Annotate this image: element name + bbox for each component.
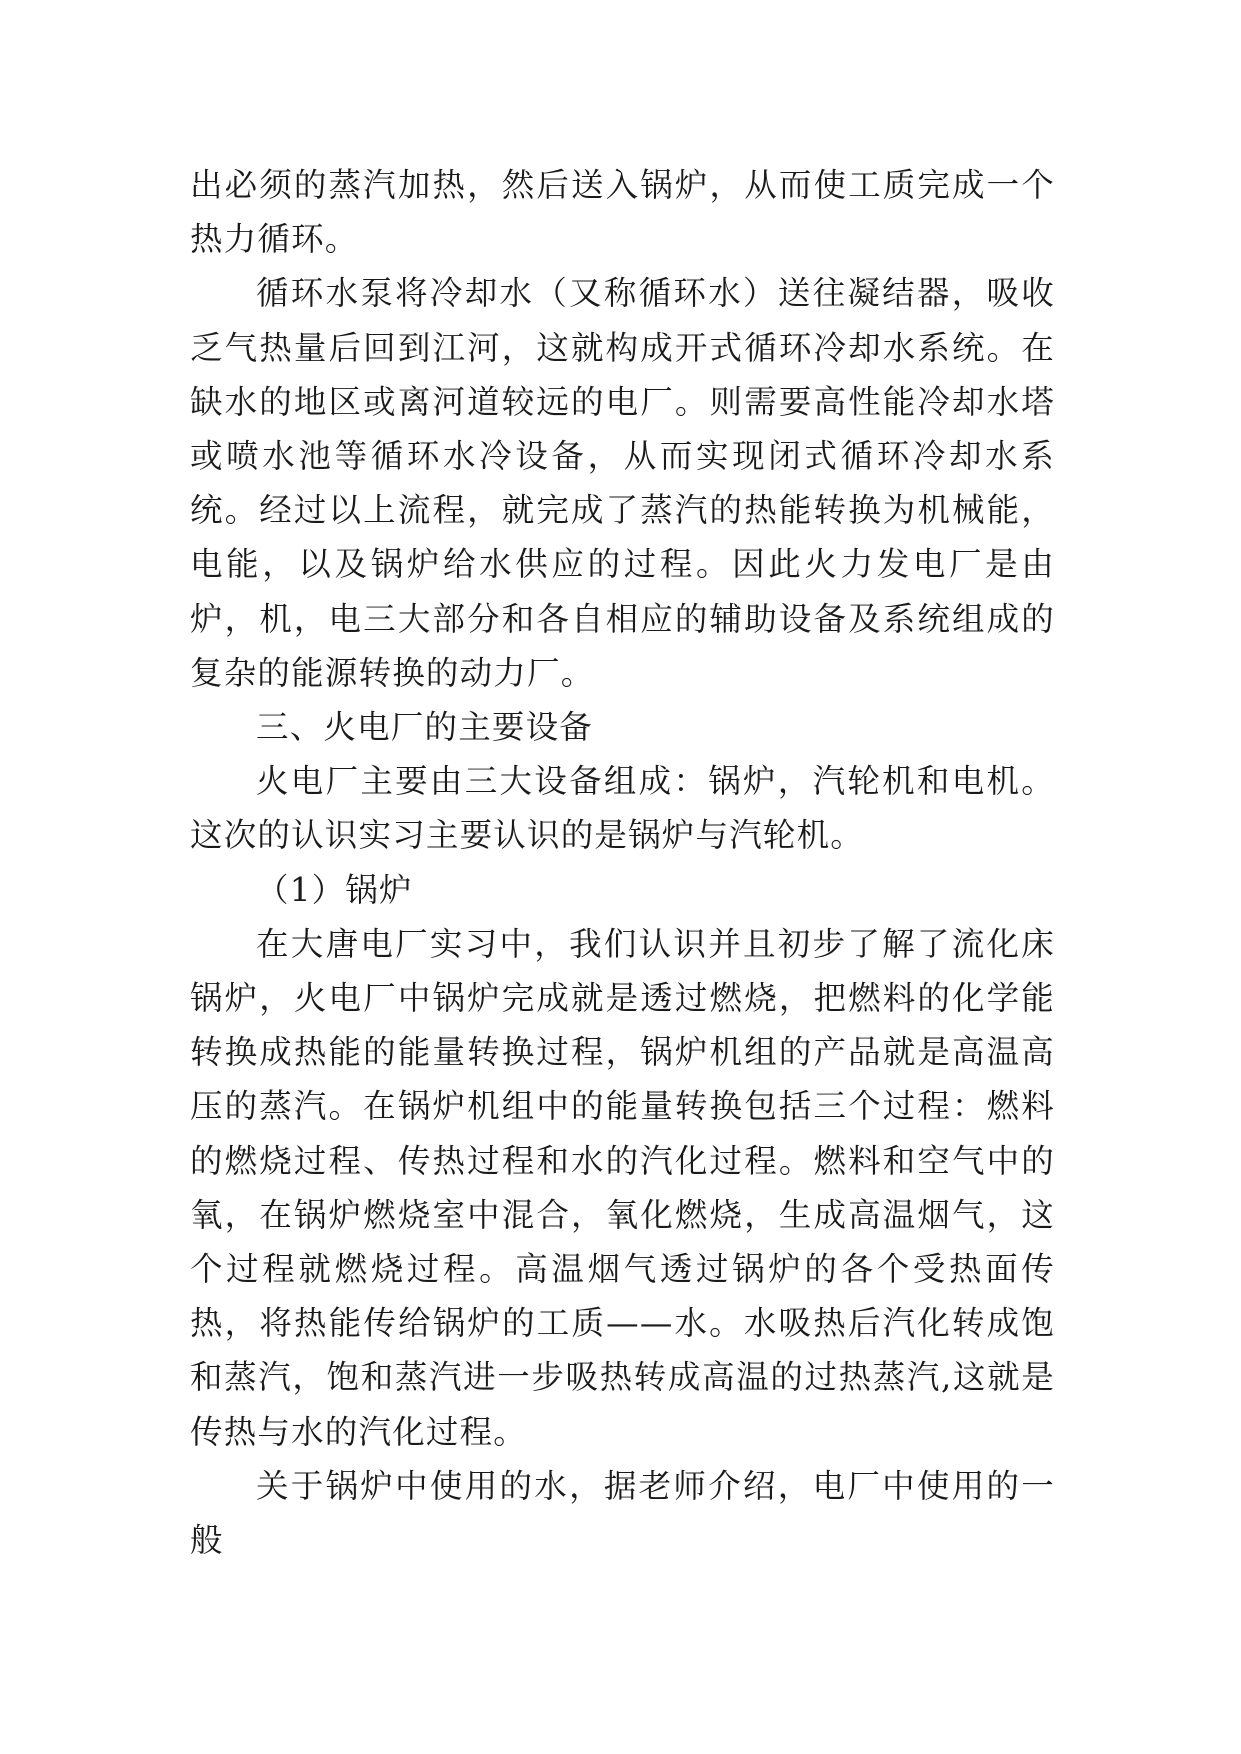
paragraph-continuation: 出必须的蒸汽加热，然后送入锅炉，从而使工质完成一个热力循环。 [190,166,1055,259]
paragraph-cooling-water: 循环水泵将冷却水（又称循环水）送往凝结器，吸收乏气热量后回到江河，这就构成开式循环冷却水系统。在缺水的地区或离河道较远的电厂。则需要高性能冷却水塔或喷水池等循环水冷设备，从而实现闭式循环冷却水系统。经过以上流程，就完成了蒸汽的热能转换为机械能，电能，以及锅炉给水供应的过程。因此火力发电厂是由炉，机，电三大部分和各自相应的辅助设备及系统组成的复杂的能源转换的动力厂。 [190,274,1055,692]
paragraph-boiler-water: 关于锅炉中使用的水，据老师介绍，电厂中使用的一般 [190,1466,1055,1560]
subheading-boiler: （1）锅炉 [256,870,413,909]
paragraph-boiler: 在大唐电厂实习中，我们认识并且初步了解了流化床锅炉，火电厂中锅炉完成就是透过燃烧，把燃料的化学能转换成热能的能量转换过程，锅炉机组的产品就是高温高压的蒸汽。在锅炉机组中的能量转换包括三个过程：燃料的燃烧过程、传热过程和水的汽化过程。燃料和空气中的氧，在锅炉燃烧室中混合，氧化燃烧，生成高温烟气，这个过程就燃烧过程。高温烟气透过锅炉的各个受热面传热，将热能传给锅炉的工质——水。水吸热后汽化转成饱和蒸汽，饱和蒸汽进一步吸热转成高温的过热蒸汽,这就是传热与水的汽化过程。 [190,924,1055,1451]
paragraph-main-equipment: 火电厂主要由三大设备组成：锅炉，汽轮机和电机。这次的认识实习主要认识的是锅炉与汽轮机。 [190,762,1055,855]
document-body [190,158,1055,1567]
section-heading-main-equipment: 三、火电厂的主要设备 [256,708,594,747]
